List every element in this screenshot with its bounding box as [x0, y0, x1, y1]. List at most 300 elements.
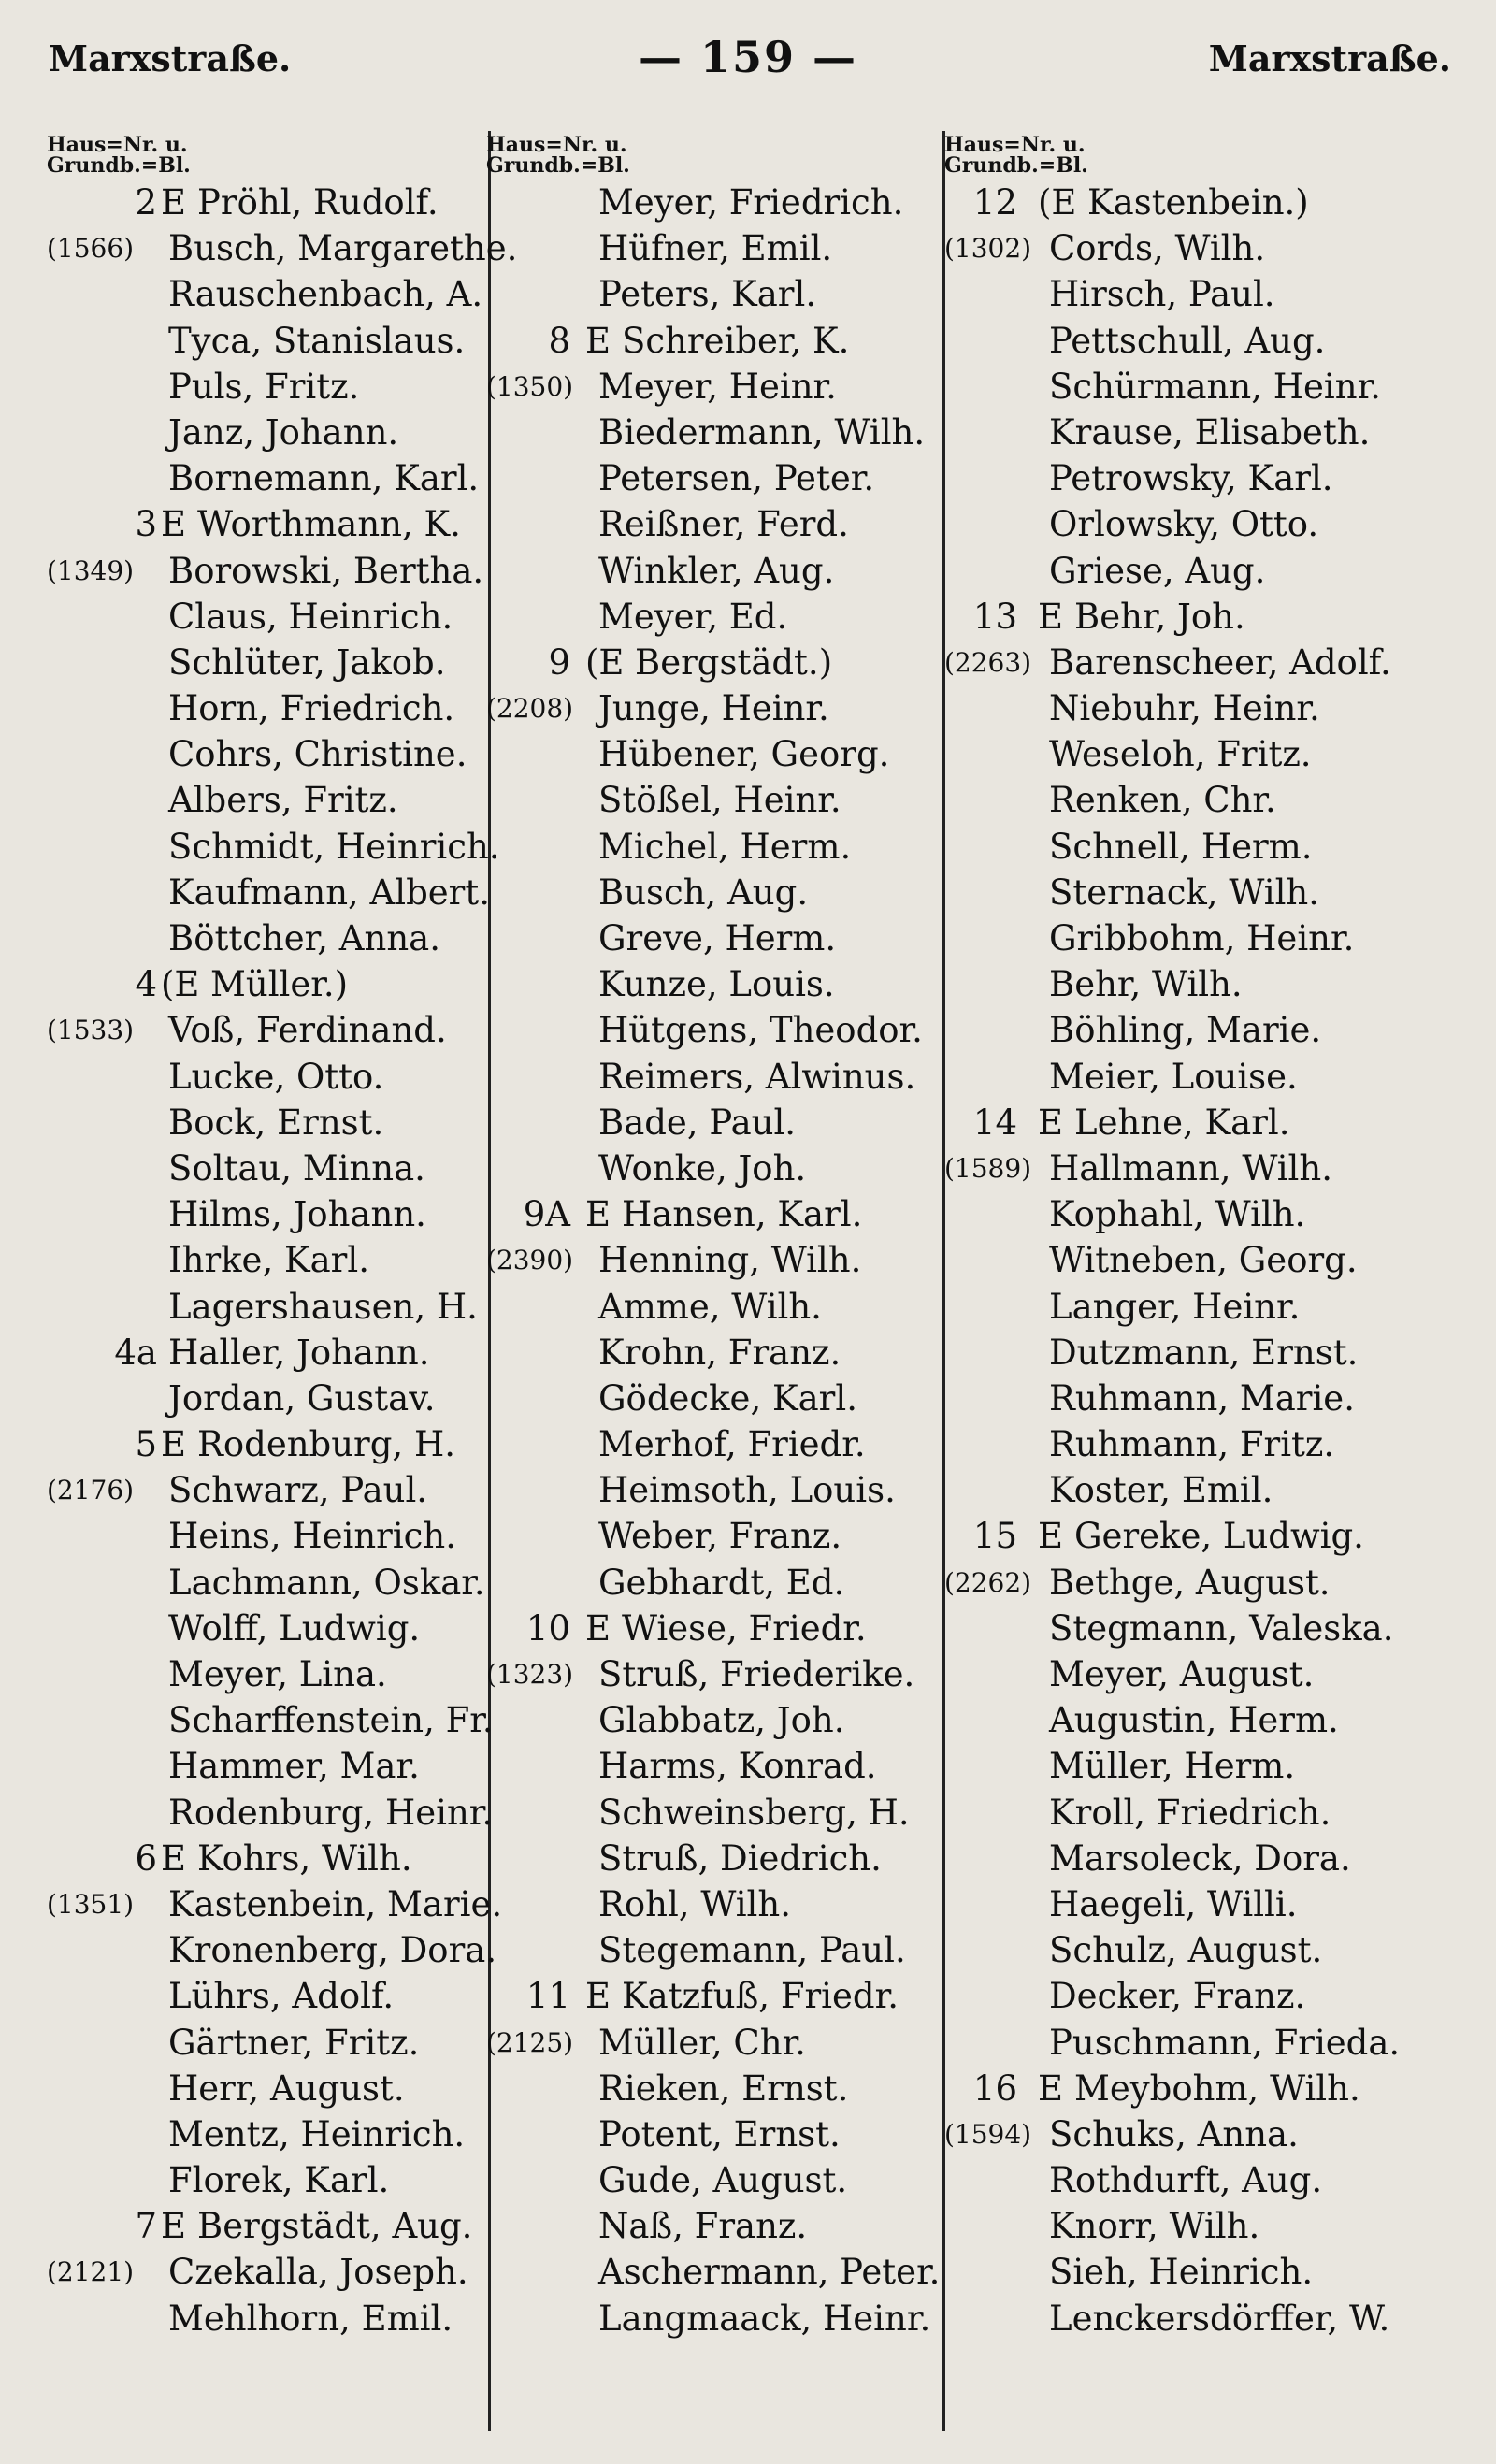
resident-name: Kohrs, Wilh.	[197, 1837, 412, 1879]
entry-list	[944, 180, 1487, 2342]
owner-marker: E	[1038, 1102, 1064, 1143]
directory-entry	[486, 1284, 935, 1330]
resident-name: Bornemann, Karl.	[168, 458, 480, 499]
land-register-number: (2121)	[47, 2256, 135, 2288]
resident-name: Witneben, Georg.	[1049, 1240, 1358, 1281]
resident-name: Schlüter, Jakob.	[168, 641, 446, 683]
resident-name: Hilms, Johann.	[168, 1194, 426, 1235]
resident-name: Cords, Wilh.	[1049, 228, 1266, 269]
column-header	[944, 135, 1487, 180]
resident-name: Gude, August.	[598, 2160, 848, 2201]
directory-entry	[47, 685, 486, 731]
resident-name: Meyer, Heinr.	[598, 366, 837, 407]
owner-marker: (E	[585, 641, 625, 683]
resident-name: Hübener, Georg.	[598, 734, 890, 775]
directory-entry	[486, 2249, 941, 2295]
resident-name: Katzfuß, Friedr.	[622, 1976, 899, 2017]
resident-name: Rodenburg, Heinr.	[168, 1792, 494, 1833]
owner-marker: E	[161, 2206, 187, 2247]
resident-name: Reimers, Alwinus.	[598, 1056, 916, 1097]
resident-name: Biedermann, Wilh.	[598, 411, 926, 453]
directory-entry	[944, 1927, 1487, 1973]
directory-entry	[486, 1881, 935, 1927]
resident-name: Petersen, Peter.	[598, 458, 875, 499]
owner-marker: E	[585, 1976, 611, 2017]
resident-name: Orlowsky, Otto.	[1049, 504, 1319, 545]
resident-name: Lachmann, Oskar.	[168, 1562, 485, 1603]
land-register-number: (2263)	[944, 646, 1032, 678]
directory-entry	[944, 2111, 1487, 2157]
resident-name: Horn, Friedrich.	[168, 688, 455, 729]
resident-name: Hammer, Mar.	[168, 1746, 420, 1787]
directory-entry	[944, 915, 1487, 961]
directory-entry	[486, 777, 935, 823]
directory-entry	[47, 2020, 486, 2066]
column-3	[944, 131, 1487, 2342]
directory-entry	[944, 1973, 1487, 2019]
directory-entry	[486, 364, 935, 410]
directory-entry	[47, 1743, 486, 1789]
resident-name: Kaufmann, Albert.	[168, 872, 491, 913]
resident-name: Heins, Heinrich.	[168, 1516, 456, 1557]
resident-name: Knorr, Wilh.	[1049, 2206, 1260, 2247]
column-header-line: Grundb.=Bl.	[944, 153, 1088, 178]
resident-name: Schmidt, Heinrich.	[168, 826, 500, 867]
directory-entry	[486, 455, 935, 501]
resident-name: Rieken, Ernst.	[598, 2068, 849, 2109]
directory-entry	[486, 1790, 935, 1836]
directory-entry	[47, 640, 486, 685]
directory-entry	[47, 2066, 486, 2111]
resident-name: Haegeli, Willi.	[1049, 1883, 1298, 1924]
directory-entry	[486, 1927, 935, 1973]
resident-name: Mentz, Heinrich.	[168, 2113, 466, 2154]
resident-name: Bock, Ernst.	[168, 1102, 384, 1143]
resident-name: Albers, Fritz.	[168, 780, 398, 821]
resident-name: Rodenburg, H.	[197, 1424, 455, 1465]
resident-name: Griese, Aug.	[1049, 550, 1266, 591]
directory-entry	[944, 1330, 1487, 1376]
directory-entry	[47, 1191, 486, 1237]
resident-name: Merhof, Friedr.	[598, 1424, 866, 1465]
resident-name: Herr, August.	[168, 2068, 405, 2109]
directory-entry	[944, 225, 1487, 271]
house-number: 5	[135, 1424, 157, 1465]
directory-entry	[944, 1007, 1487, 1053]
resident-name: Cohrs, Christine.	[168, 734, 468, 775]
directory-entry	[47, 961, 486, 1007]
column-2	[486, 131, 941, 2342]
resident-name: Bade, Paul.	[598, 1102, 797, 1143]
directory-entry	[47, 1467, 486, 1513]
resident-name: Reißner, Ferd.	[598, 504, 849, 545]
resident-name: Greve, Herm.	[598, 918, 837, 958]
resident-name: Busch, Margarethe.	[168, 228, 518, 269]
resident-name: Bergstädt, Aug.	[197, 2206, 473, 2247]
owner-marker: E	[161, 1424, 187, 1465]
house-number: 7	[135, 2206, 157, 2247]
owner-marker: E	[585, 1607, 611, 1649]
directory-entry	[47, 1927, 497, 1973]
resident-name: Puls, Fritz.	[168, 366, 360, 407]
directory-entry	[944, 1054, 1487, 1100]
resident-name: Scharffenstein, Fr.	[168, 1700, 494, 1741]
house-number: 6	[135, 1837, 157, 1879]
owner-marker: (E	[1038, 182, 1077, 223]
directory-entry	[486, 2157, 935, 2203]
directory-entry	[47, 1284, 486, 1330]
house-number: 4	[135, 964, 157, 1005]
directory-entry	[486, 1421, 935, 1467]
resident-name: Hirsch, Paul.	[1049, 274, 1275, 315]
resident-name: Schweinsberg, H.	[598, 1792, 910, 1833]
resident-name: Heimsoth, Louis.	[598, 1470, 896, 1511]
directory-entry	[944, 1836, 1487, 1881]
resident-name: Busch, Aug.	[598, 872, 809, 913]
directory-entry	[486, 1513, 935, 1559]
owner-marker: (E	[161, 964, 200, 1005]
directory-entry	[47, 2203, 486, 2249]
resident-name: Amme, Wilh.	[598, 1286, 822, 1327]
directory-entry	[944, 1790, 1487, 1836]
directory-entry	[486, 501, 935, 547]
directory-entry	[944, 180, 1487, 225]
resident-name: Rohl, Wilh.	[598, 1883, 791, 1924]
directory-entry	[486, 731, 935, 777]
resident-name: Lührs, Adolf.	[168, 1976, 395, 2017]
page-number: — 159 —	[638, 32, 858, 82]
directory-entry	[944, 1237, 1487, 1283]
directory-entry	[944, 548, 1487, 594]
directory-entry	[486, 870, 935, 915]
directory-entry	[47, 455, 486, 501]
owner-marker: E	[161, 1837, 187, 1879]
directory-entry	[486, 1743, 935, 1789]
land-register-number: (2208)	[486, 693, 574, 725]
resident-name: Sieh, Heinrich.	[1049, 2252, 1314, 2293]
resident-name: Borowski, Bertha.	[168, 550, 484, 591]
resident-name: Struß, Friederike.	[598, 1654, 915, 1694]
directory-entry	[944, 1146, 1487, 1191]
directory-entry	[944, 2020, 1487, 2066]
resident-name: Wiese, Friedr.	[622, 1607, 867, 1649]
resident-name: Müller, Chr.	[598, 2022, 806, 2063]
directory-entry	[486, 1697, 935, 1743]
resident-name: Meyer, Lina.	[168, 1654, 387, 1694]
directory-entry	[486, 2020, 935, 2066]
land-register-number: (2125)	[486, 2026, 574, 2058]
resident-name: Worthmann, K.	[197, 504, 461, 545]
resident-name: Hütgens, Theodor.	[598, 1010, 923, 1051]
directory-entry	[47, 2111, 486, 2157]
directory-entry	[944, 824, 1487, 870]
house-number: 13	[972, 596, 1017, 637]
directory-entry	[47, 1881, 503, 1927]
land-register-number: (1323)	[486, 1659, 574, 1690]
directory-entry	[486, 1467, 935, 1513]
directory-entry	[944, 1651, 1487, 1697]
directory-entry	[47, 1376, 486, 1421]
resident-name: Dutzmann, Ernst.	[1049, 1332, 1359, 1373]
directory-entry	[486, 318, 935, 364]
directory-entry	[944, 2157, 1487, 2203]
directory-entry	[47, 1146, 486, 1191]
house-number: 14	[972, 1102, 1017, 1143]
directory-entry	[944, 2249, 1487, 2295]
column-header	[47, 135, 486, 180]
directory-entry	[486, 961, 935, 1007]
directory-entry	[47, 1330, 486, 1376]
resident-name: Junge, Heinr.	[598, 688, 829, 729]
directory-entry	[47, 1836, 486, 1881]
column-header-line: Haus=Nr. u.	[944, 133, 1086, 157]
resident-name: Aschermann, Peter.	[598, 2252, 941, 2293]
directory-entry	[944, 1191, 1487, 1237]
entry-list	[486, 180, 941, 2342]
directory-entry	[944, 1697, 1487, 1743]
resident-name: Gödecke, Karl.	[598, 1377, 857, 1419]
entry-list	[47, 180, 518, 2342]
resident-name: Gribbohm, Heinr.	[1049, 918, 1355, 958]
directory-entry	[944, 594, 1487, 640]
resident-name: Behr, Wilh.	[1049, 964, 1243, 1005]
column-header-line: Haus=Nr. u.	[47, 133, 188, 157]
resident-name: Claus, Heinrich.	[168, 596, 453, 637]
resident-name: Kophahl, Wilh.	[1049, 1194, 1306, 1235]
directory-entry	[486, 824, 935, 870]
resident-name: Rauschenbach, A.	[168, 274, 483, 315]
house-number: 2	[135, 182, 157, 223]
resident-name: Krohn, Franz.	[598, 1332, 842, 1373]
resident-name: Sternack, Wilh.	[1049, 872, 1319, 913]
owner-marker: E	[161, 504, 187, 545]
directory-entry	[486, 1007, 935, 1053]
directory-entry	[486, 594, 935, 640]
directory-entry	[486, 915, 935, 961]
resident-name: Müller, Herm.	[1049, 1746, 1296, 1787]
directory-entry	[47, 2249, 486, 2295]
directory-entry	[944, 2066, 1487, 2111]
directory-entry	[944, 1606, 1487, 1651]
directory-entry	[47, 180, 486, 225]
resident-name: Puschmann, Frieda.	[1049, 2022, 1401, 2063]
resident-name: Weseloh, Fritz.	[1049, 734, 1312, 775]
resident-name: Tyca, Stanislaus.	[168, 320, 466, 361]
column-header-line: Grundb.=Bl.	[486, 153, 630, 178]
resident-name: Augustin, Herm.	[1049, 1700, 1339, 1741]
resident-name: Hüfner, Emil.	[598, 228, 833, 269]
house-number: 10	[525, 1607, 570, 1649]
resident-name: Gereke, Ludwig.	[1074, 1516, 1364, 1557]
directory-entry	[944, 410, 1487, 455]
directory-entry	[47, 1651, 486, 1697]
directory-entry	[47, 915, 486, 961]
resident-name: Harms, Konrad.	[598, 1746, 877, 1787]
resident-name: Böttcher, Anna.	[168, 918, 440, 958]
directory-entry	[47, 1054, 486, 1100]
column-1	[47, 131, 518, 2342]
directory-entry	[944, 870, 1487, 915]
directory-entry	[944, 640, 1487, 685]
house-number: 3	[135, 504, 157, 545]
resident-name: Petrowsky, Karl.	[1049, 458, 1333, 499]
directory-entry	[944, 1743, 1487, 1789]
resident-name: Kunze, Louis.	[598, 964, 835, 1005]
resident-name: Jordan, Gustav.	[168, 1377, 436, 1419]
resident-name: Renken, Chr.	[1049, 780, 1276, 821]
directory-entry	[47, 1421, 486, 1467]
resident-name: Kronenberg, Dora.	[168, 1930, 497, 1971]
directory-entry	[47, 318, 486, 364]
house-number: 11	[525, 1976, 570, 2017]
resident-name: Krause, Elisabeth.	[1049, 411, 1371, 453]
directory-entry	[944, 1421, 1487, 1467]
resident-name: Gärtner, Fritz.	[168, 2022, 420, 2063]
directory-entry	[47, 1100, 486, 1146]
directory-entry	[486, 271, 935, 317]
resident-name: Haller, Johann.	[168, 1332, 430, 1373]
directory-entry	[486, 2203, 935, 2249]
column-header-line: Grundb.=Bl.	[47, 153, 191, 178]
resident-name: Langmaack, Heinr.	[598, 2298, 931, 2339]
directory-entry	[944, 318, 1487, 364]
house-number: 8	[548, 320, 570, 361]
running-head-right: Marxstraße.	[1208, 37, 1451, 79]
directory-entry	[486, 410, 935, 455]
directory-entry	[486, 1146, 935, 1191]
directory-entry	[47, 364, 486, 410]
directory-entry	[944, 1467, 1487, 1513]
resident-name: Schulz, August.	[1049, 1930, 1323, 1971]
land-register-number: (2176)	[47, 1475, 135, 1506]
directory-entry	[47, 225, 518, 271]
resident-name: Ruhmann, Fritz.	[1049, 1424, 1335, 1465]
resident-name: Lucke, Otto.	[168, 1056, 384, 1097]
directory-entry	[47, 1973, 486, 2019]
directory-entry	[47, 870, 491, 915]
column-header	[486, 135, 935, 180]
resident-name: Meyer, August.	[1049, 1654, 1315, 1694]
resident-name: Ruhmann, Marie.	[1049, 1377, 1355, 1419]
resident-name: Koster, Emil.	[1049, 1470, 1273, 1511]
resident-name: Potent, Ernst.	[598, 2113, 841, 2154]
directory-entry	[944, 777, 1487, 823]
directory-entry	[486, 1973, 935, 2019]
directory-entry	[486, 1560, 935, 1606]
land-register-number: (2262)	[944, 1566, 1032, 1598]
resident-name: Peters, Karl.	[598, 274, 817, 315]
house-number: 16	[972, 2068, 1017, 2109]
resident-name: Bethge, August.	[1049, 1562, 1331, 1603]
directory-entry	[944, 271, 1487, 317]
directory-entry	[944, 731, 1487, 777]
directory-entry	[486, 1376, 935, 1421]
land-register-number: (1589)	[944, 1152, 1032, 1184]
directory-entry	[944, 1284, 1487, 1330]
resident-name: Wolff, Ludwig.	[168, 1607, 421, 1649]
directory-entry	[486, 2296, 935, 2342]
resident-name: Schürmann, Heinr.	[1049, 366, 1381, 407]
land-register-number: (1594)	[944, 2118, 1032, 2150]
resident-name: Soltau, Minna.	[168, 1147, 425, 1189]
directory-entry	[486, 2066, 935, 2111]
running-head-left: Marxstraße.	[49, 37, 292, 79]
directory-entry	[486, 685, 935, 731]
directory-entry	[47, 731, 486, 777]
resident-name: Pettschull, Aug.	[1049, 320, 1326, 361]
house-number: 9	[548, 641, 570, 683]
resident-name: Schuks, Anna.	[1049, 2113, 1299, 2154]
directory-entry	[47, 1560, 486, 1606]
column-header-line: Haus=Nr. u.	[486, 133, 627, 157]
resident-name: Lenckersdörffer, W.	[1049, 2298, 1390, 2339]
resident-name: Weber, Franz.	[598, 1516, 842, 1557]
resident-name: Meyer, Ed.	[598, 596, 788, 637]
directory-entry	[47, 501, 486, 547]
directory-entry	[486, 1330, 935, 1376]
resident-name: Stegemann, Paul.	[598, 1930, 906, 1971]
resident-name: Lehne, Karl.	[1074, 1102, 1290, 1143]
resident-name: Naß, Franz.	[598, 2206, 808, 2247]
directory-entry	[486, 2111, 935, 2157]
owner-marker: E	[585, 1194, 611, 1235]
resident-name: Schnell, Herm.	[1049, 826, 1313, 867]
resident-name: Janz, Johann.	[168, 411, 399, 453]
owner-marker: E	[585, 320, 611, 361]
land-register-number: (1302)	[944, 233, 1032, 265]
directory-entry	[486, 640, 935, 685]
resident-name: Meier, Louise.	[1049, 1056, 1298, 1097]
resident-name: Kroll, Friedrich.	[1049, 1792, 1331, 1833]
directory-entry	[47, 824, 500, 870]
directory-entry	[486, 548, 935, 594]
directory-entry	[486, 180, 935, 225]
directory-entry	[47, 2296, 486, 2342]
directory-entry	[486, 1191, 935, 1237]
directory-entry	[944, 2203, 1487, 2249]
resident-name: Pröhl, Rudolf.	[197, 182, 439, 223]
resident-name: Schwarz, Paul.	[168, 1470, 428, 1511]
owner-marker: E	[1038, 1516, 1064, 1557]
directory-entry	[944, 1560, 1487, 1606]
resident-name: Barenscheer, Adolf.	[1049, 641, 1391, 683]
resident-name: Michel, Herm.	[598, 826, 852, 867]
directory-entry	[944, 501, 1487, 547]
resident-name: Hansen, Karl.	[622, 1194, 863, 1235]
resident-name: Glabbatz, Joh.	[598, 1700, 845, 1741]
resident-name: Bergstädt.)	[635, 641, 833, 683]
resident-name: Müller.)	[210, 964, 349, 1005]
land-register-number: (1350)	[486, 370, 574, 402]
resident-name: Voß, Ferdinand.	[168, 1010, 447, 1051]
directory-entry	[486, 1237, 935, 1283]
resident-name: Decker, Franz.	[1049, 1976, 1306, 2017]
directory-entry	[47, 1697, 494, 1743]
directory-entry	[944, 364, 1487, 410]
resident-name: Stößel, Heinr.	[598, 780, 842, 821]
directory-entry	[47, 1007, 486, 1053]
directory-entry	[486, 1651, 935, 1697]
resident-name: Langer, Heinr.	[1049, 1286, 1301, 1327]
land-register-number: (1351)	[47, 1888, 135, 1920]
resident-name: Meyer, Friedrich.	[598, 182, 904, 223]
owner-marker: E	[1038, 596, 1064, 637]
directory-entry	[486, 1606, 935, 1651]
resident-name: Behr, Joh.	[1074, 596, 1245, 637]
resident-name: Hallmann, Wilh.	[1049, 1147, 1332, 1189]
directory-entry	[944, 1100, 1487, 1146]
resident-name: Kastenbein.)	[1087, 182, 1309, 223]
